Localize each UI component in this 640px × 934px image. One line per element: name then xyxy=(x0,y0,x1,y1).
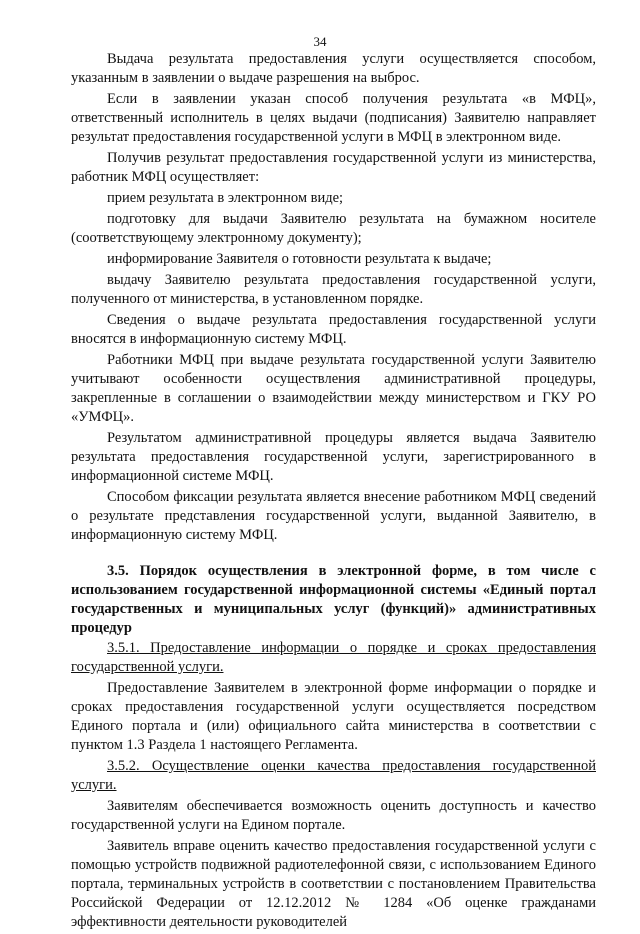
paragraph: информирование Заявителя о готовности результата к выдаче; xyxy=(107,251,492,267)
subsection-title: 3.5.2. Осуществление оценки качества предоставления государственной услуги. xyxy=(71,758,596,793)
paragraph: Результатом административной процедуры является выдача Заявителю результата предоставления государственной услуги, зарегистрированного в информационной системе МФЦ. xyxy=(71,430,596,484)
page-number: 34 xyxy=(313,34,327,49)
paragraph: прием результата в электронном виде; xyxy=(107,190,344,206)
paragraph: Предоставление Заявителем в электронной форме информации о порядке и сроках предоставления государственной услуги осуществляется посредством Единого портала и (или) официального сайта министерства в соответствии с пунктом 1.3 Раздела 1 настоящего Регламента. xyxy=(71,680,596,753)
document-body xyxy=(71,50,596,934)
paragraph: Сведения о выдаче результата предоставления государственной услуги вносятся в информационную систему МФЦ. xyxy=(71,312,596,347)
section-heading: 3.5. Порядок осуществления в электронной форме, в том числе с использованием государственной информационной системы «Единый портал государственных и муниципальных услуг (функций)» административных процедур xyxy=(71,563,596,636)
paragraph: Получив результат предоставления государственной услуги из министерства, работник МФЦ осуществляет: xyxy=(71,150,596,185)
paragraph: Работники МФЦ при выдаче результата государственной услуги Заявителю учитывают особенности осуществления административной процедуры, закрепленные в соглашении о взаимодействии между министерством и ГКУ РО «УМФЦ». xyxy=(71,352,596,425)
paragraph: Заявителям обеспечивается возможность оценить доступность и качество государственной услуги на Едином портале. xyxy=(71,798,596,833)
paragraph: Если в заявлении указан способ получения результата «в МФЦ», ответственный исполнитель в целях выдачи (подписания) Заявителю направляет результат предоставления государственной услуги в МФЦ в электронном виде. xyxy=(71,91,596,145)
subsection-title: 3.5.1. Предоставление информации о порядке и сроках предоставления государственной услуги. xyxy=(71,640,596,675)
paragraph: Заявитель вправе оценить качество предоставления государственной услуги с помощью устройств подвижной радиотелефонной связи, с использованием Единого портала, терминальных устройств в соответствии с постановлением Правительства Российской Федерации от 12.12.2012 № 1284 «Об оценке гражданами эффективности деятельности руководителей xyxy=(71,838,596,930)
paragraph: Способом фиксации результата является внесение работником МФЦ сведений о результате представления государственной услуги, выданной Заявителю, в информационную систему МФЦ. xyxy=(71,489,596,543)
paragraph: Выдача результата предоставления услуги осуществляется способом, указанным в заявлении о выдаче разрешения на выброс. xyxy=(71,51,596,86)
paragraph: выдачу Заявителю результата предоставления государственной услуги, полученного от министерства, в установленном порядке. xyxy=(71,272,596,307)
paragraph: подготовку для выдачи Заявителю результата на бумажном носителе (соответствующему электронному документу); xyxy=(71,211,596,246)
